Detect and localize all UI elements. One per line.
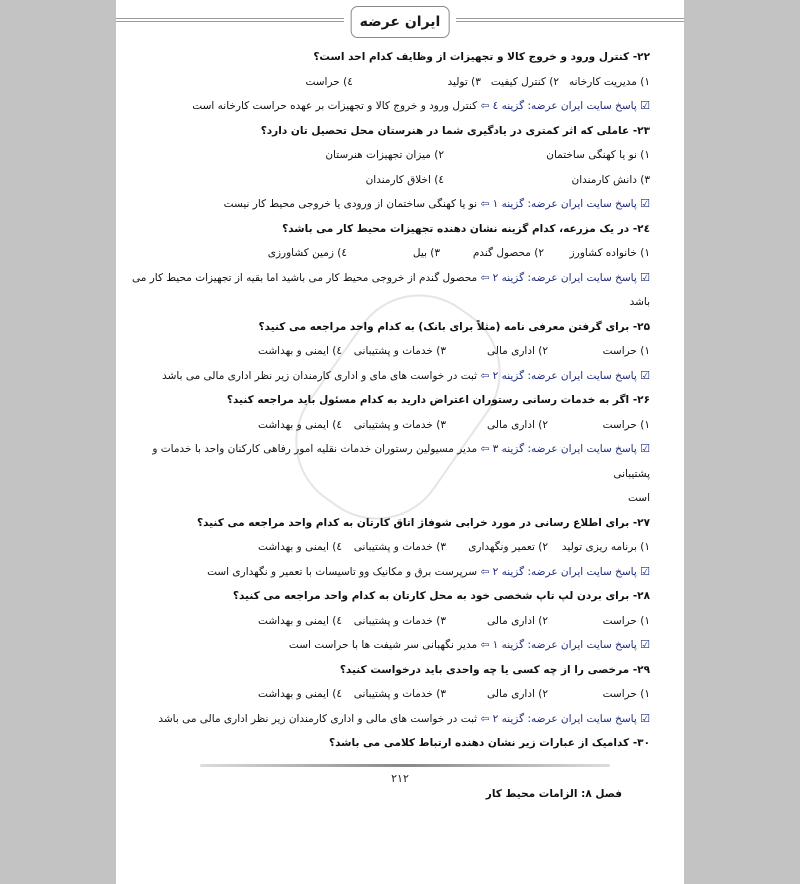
checkbox-checked-icon: ☑ <box>640 442 650 455</box>
question-number: ۲۷- <box>632 516 650 529</box>
question-title <box>116 388 650 413</box>
option-4[interactable]: ٤) ایمنی و بهداشت <box>258 345 342 357</box>
question-number: ۲۳- <box>632 124 650 137</box>
answer-label: پاسخ سایت ایران عرضه: گزینه ۳ <box>492 443 637 455</box>
question-number: ۲۹- <box>632 663 650 676</box>
question-title <box>116 731 650 756</box>
question-title <box>116 45 650 70</box>
question-text: برای گرفتن معرفی نامه (مثلاً برای بانک) به کدام واحد مراجعه می کنید؟ <box>258 320 630 333</box>
checkbox-checked-icon: ☑ <box>640 368 650 382</box>
question-text: مرخصی را از چه کسی یا چه واحدی باید درخواست کنید؟ <box>339 663 630 676</box>
header-rule-left <box>116 18 344 22</box>
options-row <box>116 413 650 438</box>
question-title <box>116 217 650 242</box>
arrow-left-icon: ⇦ <box>480 565 490 578</box>
option-4[interactable]: ٤) زمین کشاورزی <box>267 247 347 259</box>
document-page <box>116 0 684 884</box>
answer-explanation: سرپرست برق و مکانیک وو تاسیسات با تعمیر و نگهداری است <box>207 565 478 578</box>
answer-line <box>116 633 650 658</box>
option-2[interactable]: ۲) اداری مالی <box>487 614 548 627</box>
site-logo <box>351 6 450 38</box>
answer-explanation: نو یا کهنگی ساختمان از ورودی یا خروجی محیط کار نیست <box>223 198 478 210</box>
options-row <box>116 682 650 707</box>
option-2[interactable]: ۲) محصول گندم <box>472 247 544 259</box>
answer-explanation: مدیر نگهبانی سر شیفت ها با حراست است <box>288 639 478 651</box>
question-number: ۲۶- <box>632 394 650 406</box>
answer-label: پاسخ سایت ایران عرضه: گزینه ۱ <box>492 639 637 651</box>
arrow-left-icon: ⇦ <box>480 100 490 112</box>
option-1[interactable]: ۱) مدیریت کارخانه <box>568 75 650 88</box>
answer-explanation: کنترل ورود و خروج کالا و تجهیزات بر عهده حراست کارخانه است <box>192 100 478 112</box>
answer-label: پاسخ سایت ایران عرضه: گزینه ۲ <box>492 271 637 284</box>
arrow-left-icon: ⇦ <box>480 639 490 651</box>
option-1[interactable]: ۱) حراست <box>602 345 650 357</box>
option-3[interactable]: ۳) تولید <box>447 75 481 88</box>
option-1[interactable]: ۱) حراست <box>602 688 650 700</box>
options-row <box>116 339 650 364</box>
header-rule-right <box>456 18 684 22</box>
checkbox-checked-icon: ☑ <box>640 638 650 651</box>
answer-continuation: است <box>627 492 650 504</box>
option-3[interactable]: ۳) بیل <box>412 247 440 259</box>
arrow-left-icon: ⇦ <box>480 369 490 382</box>
options-row <box>116 70 650 95</box>
answer-label: پاسخ سایت ایران عرضه: گزینه ۱ <box>492 198 637 210</box>
option-4[interactable]: ٤) ایمنی و بهداشت <box>258 614 342 627</box>
question-text: عاملی که اثر کمتری در یادگیری شما در هنرستان محل تحصیل تان دارد؟ <box>260 124 630 137</box>
answer-label: پاسخ سایت ایران عرضه: گزینه ۲ <box>492 565 637 578</box>
option-3[interactable]: ۳) خدمات و پشتیبانی <box>353 345 446 357</box>
checkbox-checked-icon: ☑ <box>640 564 650 578</box>
question-number: ۲۲- <box>632 51 650 63</box>
option-2[interactable]: ٤) اخلاق کارمندان <box>365 173 444 186</box>
question-list <box>116 45 650 756</box>
question-title <box>116 511 650 536</box>
option-4[interactable]: ٤) ایمنی و بهداشت <box>258 418 342 431</box>
answer-line <box>116 266 650 291</box>
options-row <box>116 143 650 168</box>
question-text: برای بردن لپ تاپ شخصی خود به محل کارتان به کدام واحد مراجعه می کنید؟ <box>232 590 630 602</box>
answer-label: پاسخ سایت ایران عرضه: گزینه ۲ <box>492 369 637 382</box>
question-text: برای اطلاع رسانی در مورد خرابی شوفاژ اتاق کارتان به کدام واحد مراجعه می کنید؟ <box>196 516 630 529</box>
option-3[interactable]: ۳) خدمات و پشتیبانی <box>353 688 446 700</box>
options-row <box>116 535 650 560</box>
option-3[interactable]: ۳) خدمات و پشتیبانی <box>353 614 446 627</box>
question-text: در یک مزرعه، کدام گزینه نشان دهنده تجهیزات محیط کار می باشد؟ <box>282 222 630 235</box>
answer-explanation: ثبت در خواست های مالی و اداری کارمندان زیر نظر اداری مالی می باشد <box>158 712 478 725</box>
answer-line <box>116 192 650 217</box>
option-4[interactable]: ٤) ایمنی و بهداشت <box>258 541 342 553</box>
question-text: اگر به خدمات رسانی رستوران اعتراض دارید به کدام مسئول باید مراجعه کنید؟ <box>226 394 630 406</box>
page-footer <box>116 764 684 824</box>
arrow-left-icon: ⇦ <box>480 271 490 284</box>
question-title <box>116 658 650 683</box>
question-text: کنترل ورود و خروج کالا و تجهیزات از وظایف کدام احد است؟ <box>313 51 630 63</box>
option-2[interactable]: ۲) تعمیر ونگهداری <box>468 541 548 553</box>
option-2[interactable]: ۲) میزان تجهیزات هنرستان <box>325 149 444 161</box>
page-number: ۲۱۲ <box>391 771 409 785</box>
answer-line <box>116 94 650 119</box>
page-header <box>116 0 684 45</box>
option-1[interactable]: ۱) حراست <box>602 418 650 431</box>
option-1[interactable]: ۳) دانش کارمندان <box>571 173 650 186</box>
checkbox-checked-icon: ☑ <box>640 197 650 210</box>
arrow-left-icon: ⇦ <box>480 443 490 455</box>
option-3[interactable]: ۳) خدمات و پشتیبانی <box>353 541 446 553</box>
option-2[interactable]: ۲) اداری مالی <box>487 345 548 357</box>
option-2[interactable]: ۲) اداری مالی <box>487 688 548 700</box>
answer-line <box>116 364 650 389</box>
arrow-left-icon: ⇦ <box>480 712 490 725</box>
option-2[interactable]: ۲) اداری مالی <box>487 418 548 431</box>
question-text: کدامیک از عبارات زیر نشان دهنده ارتباط کلامی می باشد؟ <box>329 737 630 749</box>
question-number: ۳۰- <box>632 737 650 749</box>
checkbox-checked-icon: ☑ <box>640 99 650 112</box>
footer-rule <box>200 764 610 767</box>
checkbox-checked-icon: ☑ <box>640 270 650 284</box>
options-row <box>116 609 650 634</box>
option-4[interactable]: ٤) ایمنی و بهداشت <box>258 688 342 700</box>
answer-explanation: ثبت در خواست های مای و اداری کارمندان زیر نظر اداری مالی می باشد <box>162 369 478 382</box>
question-title <box>116 119 650 144</box>
question-number: ۲۸- <box>632 590 650 602</box>
question-number: ٢٤- <box>632 222 650 235</box>
answer-line <box>116 707 650 732</box>
arrow-left-icon: ⇦ <box>480 198 490 210</box>
option-1[interactable]: ۱) نو یا کهنگی ساختمان <box>546 149 650 161</box>
answer-label: پاسخ سایت ایران عرضه: گزینه ۲ <box>492 712 637 725</box>
answer-explanation: محصول گندم از خروجی محیط کار می باشید اما بقیه از تجهیزات محیط کار می <box>132 271 478 284</box>
answer-line <box>116 560 650 585</box>
answer-continuation: باشد <box>629 296 650 308</box>
options-row <box>116 241 650 266</box>
answer-line <box>116 437 650 486</box>
logo-text: ایران عرضه <box>359 14 441 30</box>
option-1[interactable]: ۱) برنامه ریزی تولید <box>561 541 650 553</box>
option-4[interactable]: ٤) حراست <box>305 75 353 88</box>
answer-explanation: مدیر مسیولین رستوران خدمات نقلیه امور رفاهی کارکنان واحد با خدمات و پشتیبانی <box>152 443 650 480</box>
question-number: ۲۵- <box>632 320 650 333</box>
options-row <box>116 168 650 193</box>
answer-label: پاسخ سایت ایران عرضه: گزینه ٤ <box>492 100 637 112</box>
chapter-title: فصل ۸: الزامات محیط کار <box>485 787 622 800</box>
option-1[interactable]: ۱) حراست <box>602 614 650 627</box>
checkbox-checked-icon: ☑ <box>640 711 650 725</box>
option-1[interactable]: ۱) خانواده کشاورز <box>569 247 650 259</box>
option-2[interactable]: ۲) کنترل کیفیت <box>490 75 559 88</box>
option-3[interactable]: ۳) خدمات و پشتیبانی <box>353 418 446 431</box>
question-title <box>116 315 650 340</box>
question-title <box>116 584 650 609</box>
